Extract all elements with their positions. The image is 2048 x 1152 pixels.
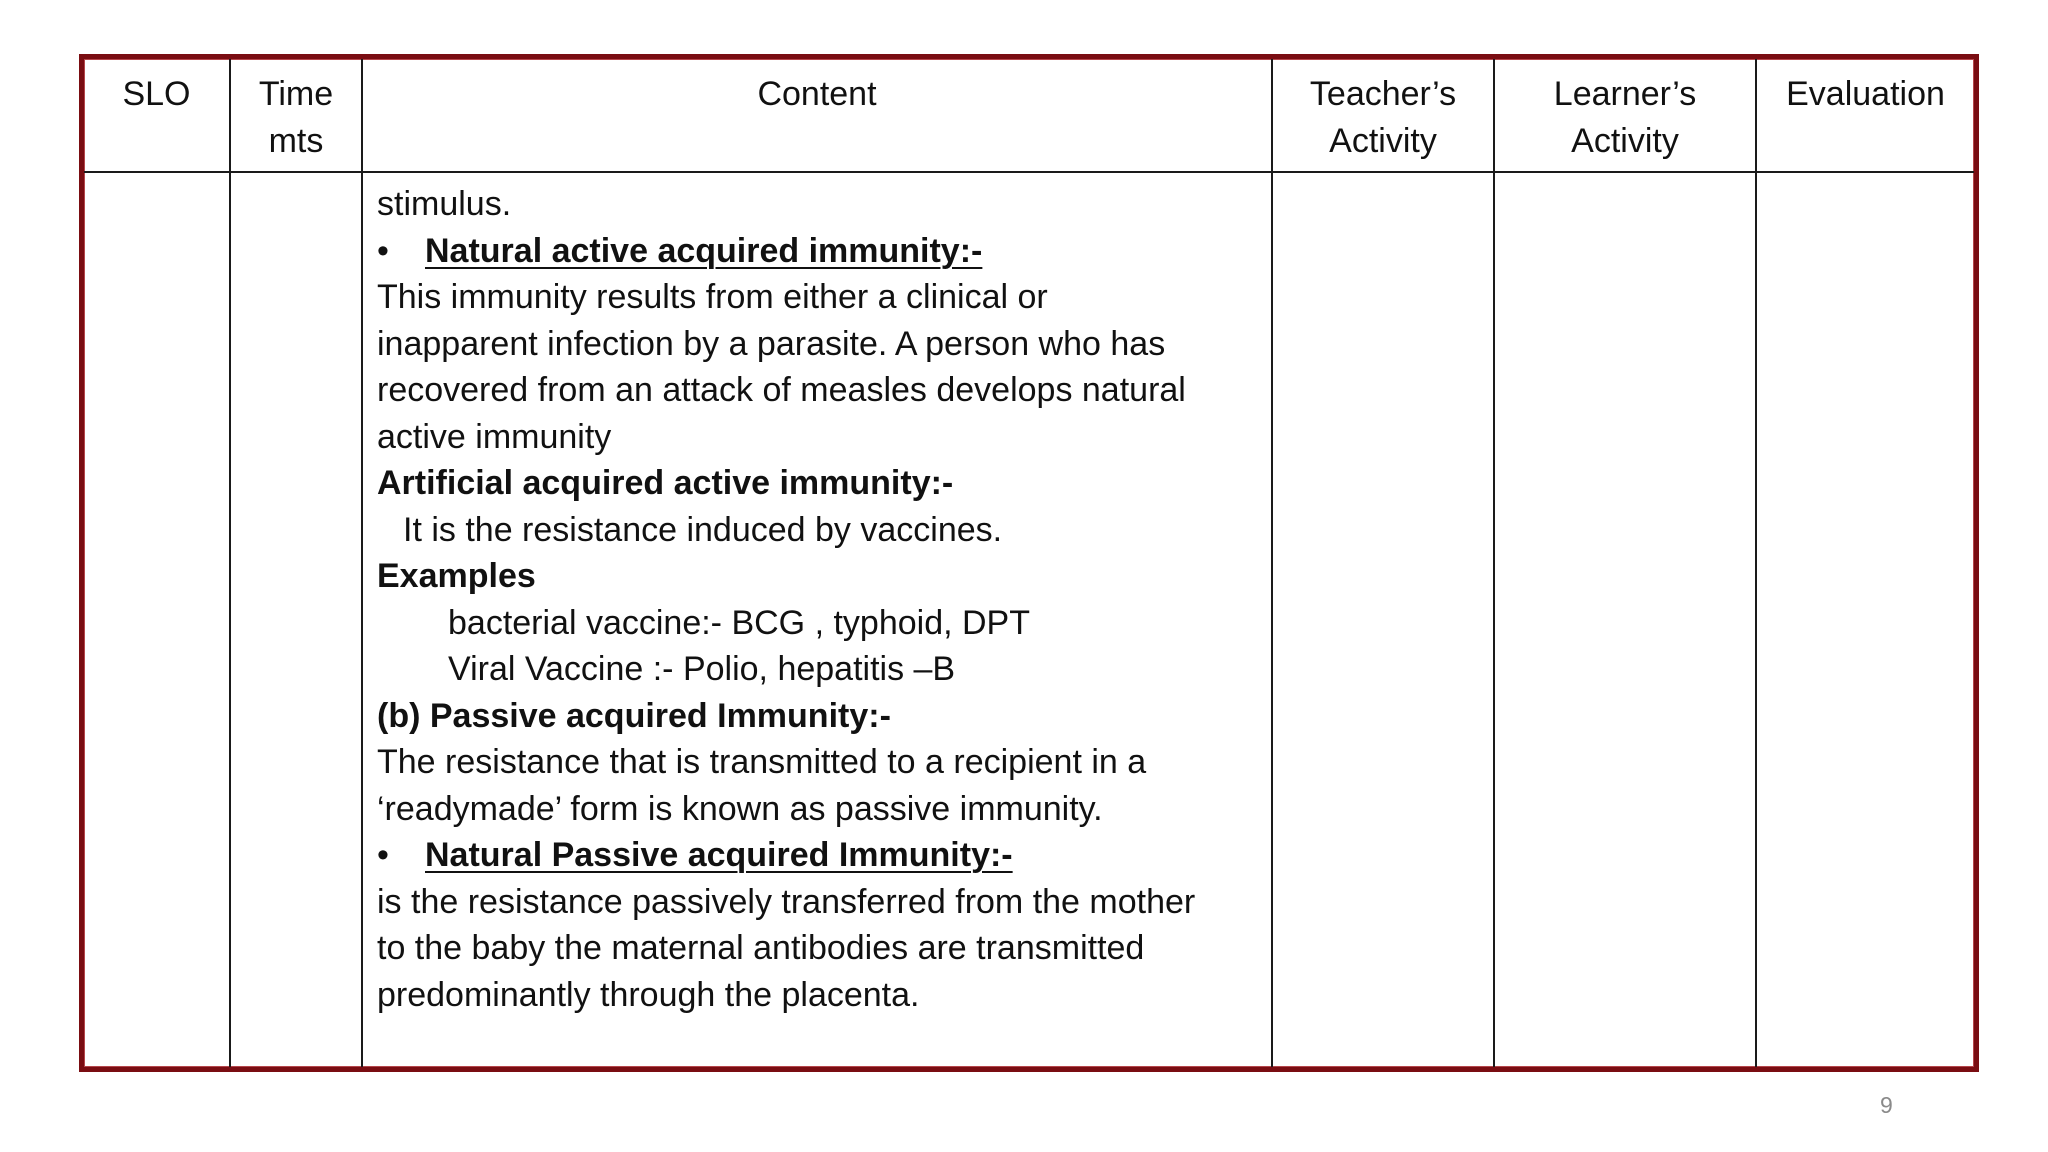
section-heading-examples: Examples xyxy=(377,557,536,595)
content-line: to the baby the maternal antibodies are transmitted xyxy=(377,929,1145,967)
content-line: stimulus. xyxy=(377,185,512,223)
header-learner-line2: Activity xyxy=(1571,122,1679,160)
content-line: It is the resistance induced by vaccines. xyxy=(403,510,1003,549)
content-line: recovered from an attack of measles develops natural xyxy=(377,371,1186,409)
header-slo-label: SLO xyxy=(122,75,191,113)
header-learner-activity xyxy=(1494,59,1756,172)
cell-slo xyxy=(84,172,230,1067)
section-heading-passive: (b) Passive acquired Immunity:- xyxy=(377,696,891,735)
content-line: ‘readymade’ form is known as passive immunity. xyxy=(377,789,1103,828)
header-evaluation xyxy=(1756,59,1974,172)
header-content xyxy=(362,59,1272,172)
header-slo xyxy=(84,59,230,172)
header-row xyxy=(84,59,1974,172)
content-line: The resistance that is transmitted to a recipient in a xyxy=(377,743,1147,781)
example-item: bacterial vaccine:- BCG , typhoid, DPT xyxy=(448,603,1031,642)
cell-content xyxy=(362,172,1272,1067)
cell-teacher-activity xyxy=(1272,172,1494,1067)
body-row xyxy=(84,172,1974,1067)
header-teacher-activity xyxy=(1272,59,1494,172)
content-line: This immunity results from either a clinical or xyxy=(377,278,1048,316)
header-time xyxy=(230,59,362,172)
content-line: active immunity xyxy=(377,417,612,456)
bullet-natural-active xyxy=(377,228,1257,275)
lesson-plan-grid xyxy=(84,59,1974,1067)
bullet-icon: • xyxy=(377,231,389,270)
example-item: Viral Vaccine :- Polio, hepatitis –B xyxy=(448,650,956,688)
section-heading-artificial: Artificial acquired active immunity:- xyxy=(377,464,954,502)
content-line: is the resistance passively transferred from the mother xyxy=(377,882,1196,921)
header-time-unit: mts xyxy=(268,122,324,160)
cell-learner-activity xyxy=(1494,172,1756,1067)
header-content-label: Content xyxy=(757,75,877,113)
cell-evaluation xyxy=(1756,172,1974,1067)
content-line: predominantly through the placenta. xyxy=(377,975,920,1014)
bullet-heading: Natural active acquired immunity:- xyxy=(425,231,983,270)
bullet-icon: • xyxy=(377,836,389,874)
page-number: 9 xyxy=(1880,1092,1893,1118)
header-time-label: Time xyxy=(258,75,334,113)
cell-time xyxy=(230,172,362,1067)
content-line: inapparent infection by a parasite. A person who has xyxy=(377,324,1166,363)
header-learner-line1: Learner’s xyxy=(1553,75,1697,113)
bullet-natural-passive xyxy=(377,832,1257,879)
header-teacher-line1: Teacher’s xyxy=(1309,75,1457,113)
header-teacher-line2: Activity xyxy=(1329,122,1437,160)
bullet-heading: Natural Passive acquired Immunity:- xyxy=(425,836,1013,874)
lesson-plan-table xyxy=(79,54,1979,1072)
header-evaluation-label: Evaluation xyxy=(1786,75,1945,113)
